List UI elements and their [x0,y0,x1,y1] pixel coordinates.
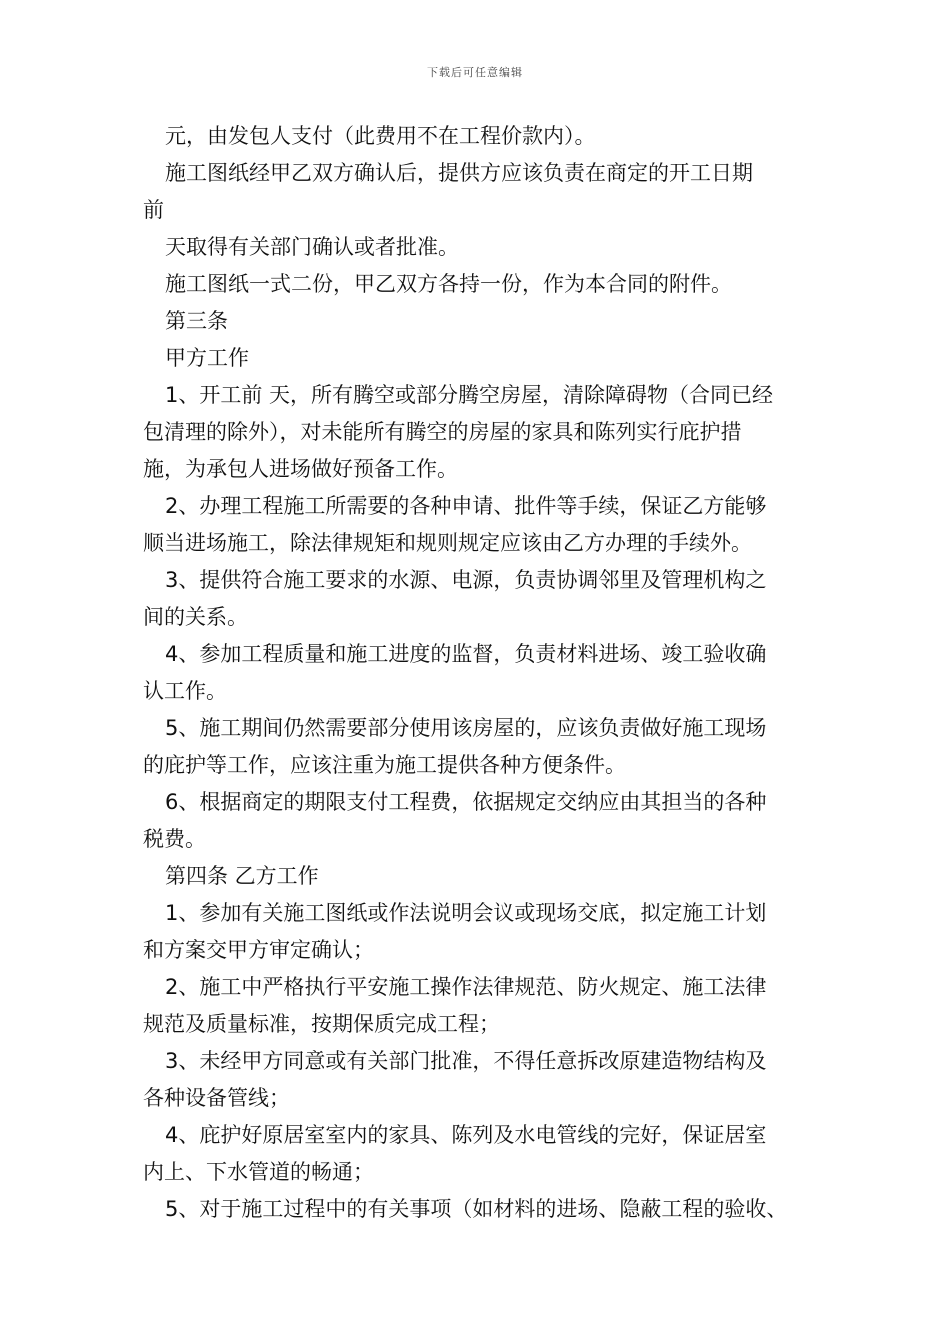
page-header: 下载后可任意编辑 [427,66,523,79]
text-line: 1、开工前 天，所有腾空或部分腾空房屋，清除障碍物（合同已经 [165,383,774,407]
text-line: 的庇护等工作，应该注重为施工提供各种方便条件。 [143,753,626,777]
text-line: 5、对于施工过程中的有关事项（如材料的进场、隐蔽工程的验收、 [165,1197,788,1221]
text-line: 第四条 乙方工作 [165,864,319,888]
text-line: 包清理的除外），对未能所有腾空的房屋的家具和陈列实行庇护措 [143,420,742,444]
text-line: 施，为承包人进场做好预备工作。 [143,457,458,481]
text-line: 规范及质量标准，按期保质完成工程； [143,1012,500,1036]
text-line: 施工图纸经甲乙双方确认后，提供方应该负责在商定的开工日期 [165,161,753,185]
text-line: 5、施工期间仍然需要部分使用该房屋的，应该负责做好施工现场 [165,716,767,740]
text-line: 认工作。 [143,679,227,703]
text-line: 3、提供符合施工要求的水源、电源，负责协调邻里及管理机构之 [165,568,767,592]
text-line: 2、施工中严格执行平安施工操作法律规范、防火规定、施工法律 [165,975,767,999]
text-line: 4、庇护好原居室室内的家具、陈列及水电管线的完好，保证居室 [165,1123,767,1147]
text-line: 内上、下水管道的畅通； [143,1160,374,1184]
text-line: 6、根据商定的期限支付工程费，依据规定交纳应由其担当的各种 [165,790,767,814]
text-line: 前 [143,198,164,222]
text-line: 1、参加有关施工图纸或作法说明会议或现场交底，拟定施工计划 [165,901,767,925]
text-line: 甲方工作 [165,346,249,370]
document-body [143,118,809,1228]
text-line: 顺当进场施工，除法律规矩和规则规定应该由乙方办理的手续外。 [143,531,752,555]
text-line: 和方案交甲方审定确认； [143,938,374,962]
text-line: 税费。 [143,827,206,851]
text-line: 元，由发包人支付（此费用不在工程价款内）。 [165,124,596,148]
text-line: 各种设备管线； [143,1086,290,1110]
text-line: 第三条 [165,309,228,333]
text-line: 4、参加工程质量和施工进度的监督，负责材料进场、竣工验收确 [165,642,767,666]
text-line: 天取得有关部门确认或者批准。 [165,235,459,259]
text-line: 施工图纸一式二份，甲乙双方各持一份，作为本合同的附件。 [165,272,732,296]
text-line: 2、办理工程施工所需要的各种申请、批件等手续，保证乙方能够 [165,494,767,518]
text-line: 3、未经甲方同意或有关部门批准，不得任意拆改原建造物结构及 [165,1049,767,1073]
text-line: 间的关系。 [143,605,248,629]
